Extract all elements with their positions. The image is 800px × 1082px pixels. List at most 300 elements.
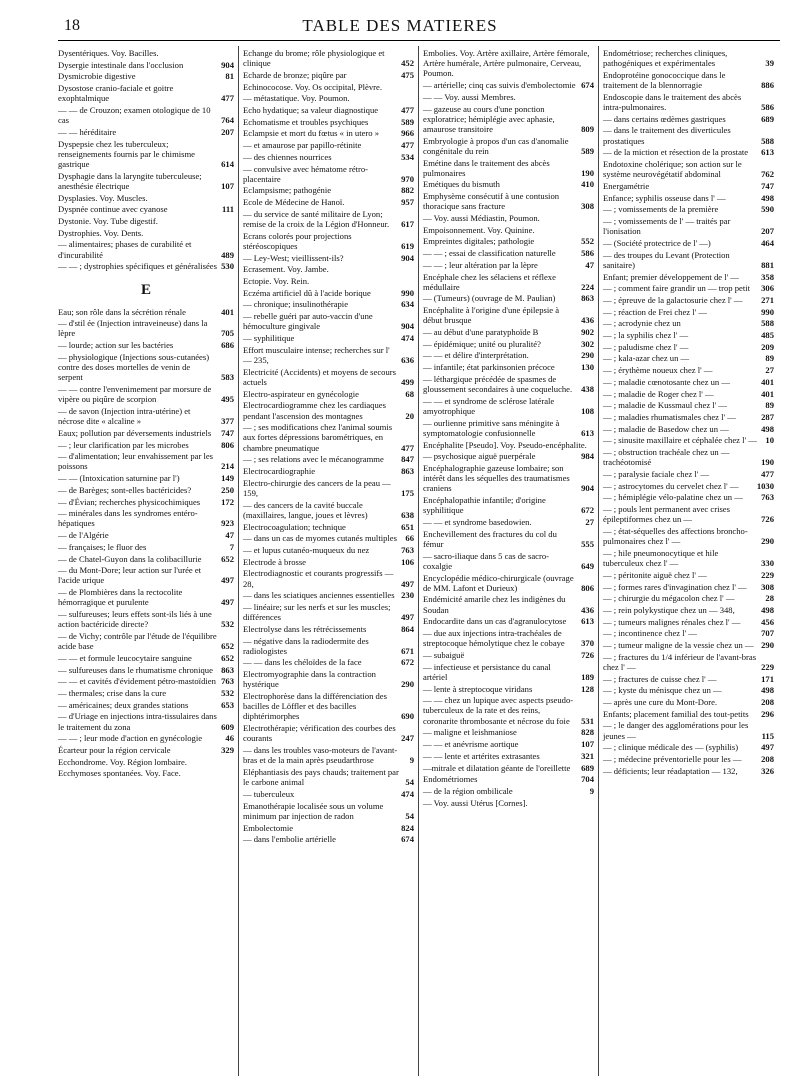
entry-page-ref: 555	[581, 538, 594, 549]
entry-page-ref: 290	[761, 536, 774, 547]
index-entry	[243, 333, 414, 343]
index-entry	[58, 307, 234, 317]
entry-page-ref: 652	[221, 652, 234, 663]
index-entry	[603, 481, 774, 491]
index-entry	[423, 440, 594, 450]
entry-text: Dysmicrobie digestive	[58, 71, 136, 82]
entry-page-ref: 617	[401, 219, 414, 230]
entry-page-ref: 477	[401, 140, 414, 151]
index-entry	[58, 688, 234, 698]
entry-text: — ; obstruction trachéale chez un — trachéotomisé	[603, 447, 730, 468]
entry-text: Dystonie. Voy. Tube digestif.	[58, 216, 158, 227]
entry-page-ref: 302	[581, 338, 594, 349]
index-entry	[603, 504, 774, 524]
entry-text: Enfant; premier développement de l' —	[603, 271, 739, 282]
entry-page-ref: 27	[585, 517, 594, 528]
entry-text: Encéphale chez les sélaciens et réflexe médullaire	[423, 271, 556, 292]
entry-text: Ecchymoses spontanées. Voy. Face.	[58, 768, 181, 779]
index-entry	[243, 70, 414, 80]
entry-text: — — et syndrome de sclérose latérale amyotrophique	[423, 395, 555, 416]
index-entry	[58, 406, 234, 426]
entry-page-ref: 208	[761, 697, 774, 708]
index-entry	[603, 147, 774, 157]
index-entry	[423, 339, 594, 349]
entry-text: Emphysème consécutif à une contusion thoracique sans fracture	[423, 191, 560, 212]
entry-text: Ectopie. Voy. Rein.	[243, 276, 310, 287]
index-entry	[58, 733, 234, 743]
index-entry	[58, 127, 234, 137]
index-entry	[603, 70, 774, 90]
entry-page-ref: 477	[401, 105, 414, 116]
entry-page-ref: 377	[221, 416, 234, 427]
entry-page-ref: 401	[761, 376, 774, 387]
entry-text: — ; ses modifications chez l'animal soumis aux fortes dépressions barométriques, en chambre pneumatique	[243, 422, 393, 453]
index-entry	[243, 48, 414, 68]
index-entry	[243, 209, 414, 229]
index-entry	[603, 435, 774, 445]
entry-text: — sulfureuses dans le rhumatisme chronique	[58, 664, 213, 675]
entry-page-ref: 7	[229, 541, 234, 552]
entry-text: — — et délire d'interprétation.	[423, 350, 529, 361]
entry-page-ref: 290	[401, 679, 414, 690]
entry-text: Encéphalite à l'origine d'une épilepsie à début brusque	[423, 305, 560, 326]
entry-text: — ; paludisme chez l' —	[603, 341, 689, 352]
entry-text: — ; astrocytomes du cervelet chez l' —	[603, 480, 739, 491]
index-entry	[58, 768, 234, 778]
entry-page-ref: 436	[581, 604, 594, 615]
index-entry	[58, 340, 234, 350]
entry-page-ref: 674	[581, 80, 594, 91]
index-entry	[423, 80, 594, 90]
entry-page-ref: 586	[581, 248, 594, 259]
index-entry	[243, 454, 414, 464]
entry-text: — ; maladie cœnotosante chez un —	[603, 376, 730, 387]
entry-page-ref: 230	[401, 590, 414, 601]
entry-text: — ; kyste du ménisque chez un —	[603, 685, 722, 696]
entry-text: — ; paralysie faciale chez l' —	[603, 469, 710, 480]
entry-text: Electro-chirurgie des cancers de la peau — 159,	[243, 477, 391, 498]
index-entry	[603, 125, 774, 145]
entry-text: — ; incontinence chez l' —	[603, 628, 697, 639]
entry-text: — — et formule leucocytaire sanguine	[58, 652, 192, 663]
entry-page-ref: 531	[581, 715, 594, 726]
entry-text: — rebelle guéri par auto-vaccin d'une hémoculture gingivale	[243, 311, 373, 332]
entry-page-ref: 970	[401, 173, 414, 184]
index-entry	[603, 412, 774, 422]
index-entry	[243, 367, 414, 387]
entry-page-ref: 9	[589, 785, 594, 796]
entry-page-ref: 308	[761, 581, 774, 592]
entry-page-ref: 475	[401, 69, 414, 80]
index-entry	[58, 700, 234, 710]
entry-page-ref: 208	[761, 754, 774, 765]
entry-text: — Voy. aussi Médiastin, Poumon.	[423, 213, 540, 224]
entry-text: Embolectomie	[243, 822, 294, 833]
index-entry	[423, 92, 594, 102]
entry-page-ref: 287	[761, 412, 774, 422]
entry-text: Echange du brome; rôle physiologique et clinique	[243, 48, 385, 69]
entry-text: — ; formes rares d'invagination chez l' —	[603, 581, 747, 592]
entry-page-ref: 705	[221, 328, 234, 339]
entry-page-ref: 20	[405, 410, 414, 421]
entry-page-ref: 54	[405, 810, 414, 821]
index-entry	[58, 473, 234, 483]
index-entry	[603, 353, 774, 363]
entry-page-ref: 189	[581, 671, 594, 682]
index-entry	[423, 684, 594, 694]
index-entry	[423, 774, 594, 784]
entry-text: — alimentaires; phases de curabilité et d'incurabilité	[58, 239, 192, 260]
entry-page-ref: 474	[401, 788, 414, 799]
index-entry	[58, 711, 234, 731]
entry-page-ref: 207	[761, 226, 774, 237]
index-entry	[243, 767, 414, 787]
entry-text: — ; tumeurs malignes rénales chez l' —	[603, 616, 741, 627]
index-entry	[58, 428, 234, 438]
index-entry	[243, 533, 414, 543]
entry-page-ref: 485	[761, 330, 774, 341]
entry-text: Dystrophies. Voy. Dents.	[58, 227, 144, 238]
index-entry	[243, 557, 414, 567]
index-entry	[243, 253, 414, 263]
entry-text: Empoisonnement. Voy. Quinine.	[423, 224, 535, 235]
entry-page-ref: 828	[581, 727, 594, 738]
entry-page-ref: 652	[221, 553, 234, 564]
index-entry	[58, 497, 234, 507]
entry-text: — — ; leur mode d'action en gynécologie	[58, 733, 203, 744]
entry-text: — d'alimentation; leur envahissement par les poissons	[58, 451, 213, 472]
index-entry	[58, 757, 234, 767]
entry-text: — dans l'embolie artérielle	[243, 834, 336, 845]
entry-text: — syphilitique	[243, 333, 295, 344]
entry-text: Electricité (Accidents) et moyens de secours actuels	[243, 366, 396, 387]
index-entry	[243, 231, 414, 251]
entry-text: — (Tumeurs) (ouvrage de M. Paulian)	[423, 293, 556, 304]
entry-page-ref: 672	[581, 505, 594, 516]
index-entry	[58, 530, 234, 540]
entry-text: — ; sinusite maxillaire et céphalée chez l' —	[603, 435, 757, 446]
index-entry	[603, 709, 774, 719]
index-entry	[243, 568, 414, 588]
entry-page-ref: 652	[221, 641, 234, 652]
entry-text: — ; épreuve de la galactosurie chez l' —	[603, 294, 743, 305]
entry-page-ref: 671	[401, 645, 414, 656]
entry-text: — ; clinique médicale des — (syphilis)	[603, 742, 739, 753]
entry-text: Dysplasies. Voy. Muscles.	[58, 192, 148, 203]
entry-text: — thermales; crise dans la cure	[58, 687, 167, 698]
entry-text: Endométriomes	[423, 774, 478, 785]
entry-page-ref: 864	[401, 623, 414, 634]
entry-text: — infectieuse et persistance du canal artériel	[423, 661, 551, 682]
entry-text: Electrocardiogramme chez les cardiaques pendant l'ascension des montagnes	[243, 400, 386, 421]
index-entry	[603, 424, 774, 434]
entry-text: — ; érythème noueux chez l' —	[603, 365, 713, 376]
entry-page-ref: 107	[221, 180, 234, 191]
entry-page-ref: 589	[581, 145, 594, 156]
index-entry	[423, 786, 594, 796]
entry-page-ref: 498	[761, 192, 774, 203]
entry-text: Endocardite dans un cas d'agranulocytose	[423, 616, 567, 627]
entry-text: Empreintes digitales; pathologie	[423, 236, 535, 247]
entry-page-ref: 902	[581, 327, 594, 338]
entry-page-ref: 27	[765, 365, 774, 376]
entry-page-ref: 966	[401, 128, 414, 139]
page-title: TABLE DES MATIERES	[302, 16, 498, 35]
index-entry	[423, 213, 594, 223]
index-entry	[603, 48, 774, 68]
entry-text: Ecrans colorés pour projections stéréoscopiques	[243, 230, 352, 251]
index-entry	[603, 114, 774, 124]
entry-text: — dans certains œdèmes gastriques	[603, 113, 726, 124]
index-entry	[603, 159, 774, 179]
index-entry	[423, 158, 594, 178]
entry-page-ref: 250	[221, 484, 234, 495]
entry-page-ref: 809	[581, 123, 594, 134]
entry-text: Eclampsisme; pathogénie	[243, 185, 332, 196]
index-entry	[243, 264, 414, 274]
entry-text: — ; la syphilis chez l' —	[603, 330, 689, 341]
entry-text: Energamétrie	[603, 180, 650, 191]
entry-text: — (Société protectrice de l' —)	[603, 237, 711, 248]
entry-text: — dans les troubles vaso-moteurs de l'avant-bras et de la main après pseudarthrose	[243, 745, 398, 766]
entry-text: Echarde de bronze; piqûre par	[243, 69, 347, 80]
entry-page-ref: 638	[401, 509, 414, 520]
entry-page-ref: 190	[761, 457, 774, 468]
entry-page-ref: 904	[401, 252, 414, 263]
entry-text: — ; réaction de Frei chez l' —	[603, 306, 707, 317]
entry-text: Electrolyse dans les rétrécissements	[243, 623, 367, 634]
entry-page-ref: 89	[765, 353, 774, 364]
index-entry	[58, 228, 234, 238]
entry-text: — américaines; deux grandes stations	[58, 699, 189, 710]
entry-page-ref: 583	[221, 372, 234, 383]
index-entry	[58, 554, 234, 564]
index-entry	[603, 570, 774, 580]
entry-text: — — contre l'envenimement par morsure de vipère ou piqûre de scorpion	[58, 383, 212, 405]
entry-page-ref: 747	[761, 180, 774, 191]
index-entry	[603, 181, 774, 191]
index-entry	[243, 288, 414, 298]
entry-text: — — lente et artérites extrasantes	[423, 750, 540, 761]
index-entry	[243, 834, 414, 844]
index-entry	[243, 276, 414, 286]
index-entry	[423, 573, 594, 593]
entry-page-ref: 326	[761, 765, 774, 776]
index-entry	[603, 548, 774, 568]
entry-text: — psychosique aiguë puerpérale	[423, 451, 536, 462]
entry-page-ref: 401	[221, 306, 234, 317]
index-entry	[603, 318, 774, 328]
entry-page-ref: 498	[761, 685, 774, 696]
index-entry	[58, 542, 234, 552]
index-entry	[58, 440, 234, 450]
entry-text: — ; vomissements de la première	[603, 204, 719, 215]
index-entry	[423, 236, 594, 246]
entry-text: Dysostose cranio-faciale et goitre exophtalmique	[58, 83, 174, 104]
entry-page-ref: 9	[409, 755, 414, 766]
index-entry	[58, 139, 234, 170]
index-entry	[603, 652, 774, 672]
index-entry	[603, 365, 774, 375]
index-entry	[58, 587, 234, 607]
index-entry	[243, 197, 414, 207]
entry-text: Dyspnée continue avec cyanose	[58, 204, 168, 215]
index-entry	[58, 745, 234, 755]
entry-page-ref: 128	[581, 683, 594, 694]
entry-text: — — de Crouzon; examen otologique de 10 cas	[58, 105, 211, 126]
index-entry	[243, 691, 414, 722]
index-entry	[243, 745, 414, 765]
entry-page-ref: 762	[761, 169, 774, 180]
entry-text: — épidémique; unité ou pluralité?	[423, 338, 541, 349]
index-entry	[423, 628, 594, 648]
entry-text: — chronique; insulinothérapie	[243, 299, 349, 310]
entry-page-ref: 763	[401, 544, 414, 555]
entry-page-ref: 763	[761, 492, 774, 503]
entry-text: — d'Uriage en injections intra-tissulaires dans le traitement du zona	[58, 711, 217, 732]
entry-text: — ; hémiplégie vélo-palatine chez un —	[603, 492, 743, 503]
entry-text: — lourde; action sur les bactéries	[58, 340, 174, 351]
index-entry	[58, 48, 234, 58]
index-entry	[423, 104, 594, 135]
entry-page-ref: 686	[221, 340, 234, 351]
entry-page-ref: 401	[761, 388, 774, 399]
entry-text: — négative dans la radiodermite des radiologistes	[243, 635, 369, 656]
entry-page-ref: 46	[225, 733, 234, 744]
entry-text: Endémicité amarile chez les indigènes du Soudan	[423, 594, 566, 615]
entry-page-ref: 634	[401, 299, 414, 310]
entry-page-ref: 636	[401, 354, 414, 365]
entry-page-ref: 115	[761, 730, 774, 741]
entry-text: Enfants; placement familial des tout-petits	[603, 708, 749, 719]
entry-text: — — dans les chéloïdes de la face	[243, 657, 362, 668]
entry-text: — dans un cas de myomes cutanés multiples	[243, 533, 397, 544]
entry-page-ref: 613	[581, 616, 594, 627]
index-entry	[603, 307, 774, 317]
entry-text: — de la miction et résection de la prostate	[603, 147, 749, 158]
entry-text: Echo hydatique; sa valeur diagnostique	[243, 105, 379, 116]
entry-page-ref: 209	[761, 341, 774, 352]
entry-text: — des cancers de la cavité buccale (maxillaires, langue, joues et lèvres)	[243, 499, 368, 520]
index-entry	[423, 272, 594, 292]
index-entry	[243, 590, 414, 600]
entry-page-ref: 329	[221, 744, 234, 755]
index-entry	[58, 451, 234, 471]
entry-page-ref: 651	[401, 521, 414, 532]
entry-page-ref: 68	[405, 388, 414, 399]
entry-page-ref: 456	[761, 616, 774, 627]
entry-page-ref: 306	[761, 283, 774, 294]
entry-page-ref: 764	[221, 115, 234, 126]
entry-page-ref: 130	[581, 362, 594, 373]
entry-page-ref: 477	[221, 93, 234, 104]
index-entry	[58, 631, 234, 651]
index-entry	[603, 283, 774, 293]
entry-page-ref: 290	[761, 640, 774, 651]
entry-text: — du Mont-Dore; leur action sur l'urée et l'acide urique	[58, 565, 202, 586]
entry-page-ref: 589	[401, 116, 414, 127]
index-entry	[243, 801, 414, 821]
index-entry	[423, 48, 594, 79]
entry-text: — ; maladies rhumatismales chez l' —	[603, 412, 736, 422]
index-entry	[243, 789, 414, 799]
entry-page-ref: 613	[581, 427, 594, 438]
index-entry	[423, 305, 594, 325]
entry-text: Dysergie intestinale dans l'occlusion	[58, 59, 184, 70]
index-entry	[423, 293, 594, 303]
index-column-4	[598, 46, 778, 1076]
entry-text: Electrophorèse dans la différenciation des bacilles de Löffler et des bacilles diphtérimorphes	[243, 691, 387, 722]
entry-text: — convulsive avec hématome rétro-placentaire	[243, 163, 369, 184]
page-number: 18	[64, 17, 80, 34]
index-entry	[243, 522, 414, 532]
index-entry	[603, 742, 774, 752]
index-entry	[423, 551, 594, 571]
entry-page-ref: 588	[761, 318, 774, 329]
entry-text: — d'Évian; recherches physicochimiques	[58, 496, 201, 507]
index-entry	[603, 593, 774, 603]
entry-page-ref: 957	[401, 197, 414, 208]
entry-page-ref: 882	[401, 185, 414, 196]
entry-page-ref: 464	[761, 237, 774, 248]
entry-page-ref: 619	[401, 240, 414, 251]
index-entry	[423, 350, 594, 360]
entry-page-ref: 588	[761, 135, 774, 146]
index-column-1	[58, 46, 238, 1076]
entry-text: — françaises; le fluor des	[58, 541, 147, 552]
index-entry	[58, 318, 234, 338]
index-entry	[423, 727, 594, 737]
entry-page-ref: 175	[401, 487, 414, 498]
entry-page-ref: 863	[401, 466, 414, 477]
index-entry	[58, 171, 234, 191]
entry-text: — ; maladie de Kussmaul chez l' —	[603, 400, 727, 411]
entry-page-ref: 149	[221, 473, 234, 484]
entry-page-ref: 207	[221, 126, 234, 137]
entry-page-ref: 290	[581, 350, 594, 361]
entry-page-ref: 609	[221, 721, 234, 732]
entry-page-ref: 586	[761, 102, 774, 113]
index-entry	[58, 105, 234, 125]
entry-text: — de la région ombilicale	[423, 785, 513, 796]
index-entry	[423, 136, 594, 156]
index-entry	[423, 517, 594, 527]
entry-page-ref: 552	[581, 236, 594, 247]
index-entry	[243, 311, 414, 331]
index-entry	[423, 396, 594, 416]
entry-page-ref: 824	[401, 822, 414, 833]
entry-text: — ; leur clarification par les microbes	[58, 439, 189, 450]
index-entry	[603, 674, 774, 684]
index-columns	[58, 46, 780, 1076]
entry-text: —mitrale et dilatation géante de l'oreillette	[423, 762, 571, 773]
entry-page-ref: 229	[761, 569, 774, 580]
index-entry	[58, 60, 234, 70]
entry-page-ref: 497	[221, 575, 234, 586]
index-entry	[58, 384, 234, 404]
entry-page-ref: 534	[401, 151, 414, 162]
entry-page-ref: 489	[221, 249, 234, 260]
entry-page-ref: 847	[401, 454, 414, 465]
entry-page-ref: 498	[761, 604, 774, 615]
index-entry	[58, 261, 234, 271]
index-entry	[423, 763, 594, 773]
entry-page-ref: 108	[581, 406, 594, 416]
index-entry	[243, 422, 414, 453]
entry-text: Encéphalite [Pseudo]. Voy. Pseudo-encéphalite.	[423, 439, 587, 450]
entry-text: — infantile; état parkinsonien précoce	[423, 362, 555, 373]
entry-page-ref: 224	[581, 281, 594, 292]
